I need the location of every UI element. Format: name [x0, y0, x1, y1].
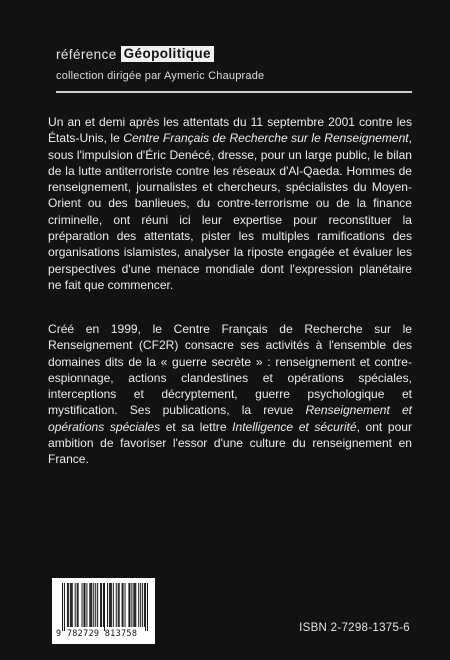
isbn-number: ISBN 2-7298-1375-6 — [299, 622, 410, 634]
organization-name: Centre Français de Recherche sur le Renseignement — [123, 131, 409, 146]
paragraph2-middle: et sa lettre — [160, 419, 233, 434]
barcode-bars — [62, 583, 148, 631]
paragraph1-rest: , sous l'impulsion d'Éric Denécé, dresse, pour un large public, le bilan de la lutte antiterroriste contre les réseaux d'Al-Qaeda. Hommes de renseignement, journalistes et chercheurs, spécialistes du Moyen-Orient ou des banlieues, du contre-terrorisme ou de la finance criminelle, ont réuni ici leur expertise pour reconstituer la préparation des attentats, pister les multiples ramifications des organisations islamistes, analyser la riposte engagée et évaluer les perspectives d'une menace mondiale dont l'expression planétaire ne fait que commencer. — [48, 131, 412, 292]
paragraph1-lead: Un an et demi après les attentats du 11 septembre 2001 contre les États-Unis, le — [48, 115, 412, 146]
barcode-digits: 9 782729 813758 — [56, 629, 138, 639]
paragraph2-lead: Créé en 1999, le Centre Français de Recherche sur le Renseignement (CF2R) consacre ses activités à l'ensemble des domaines dits de la « guerre secrète » : renseignement et contre-espionnage, actions clandestines et opérations spéciales, interceptions et décryptement, guerre psychologique et mystification. Ses publications, la revue — [48, 322, 412, 418]
header-divider — [56, 91, 412, 93]
review-title: Renseignement et opérations spéciales — [48, 403, 412, 434]
series-title — [56, 46, 214, 62]
letter-title: Intelligence et sécurité — [232, 419, 357, 434]
description-paragraph — [48, 114, 412, 293]
paragraph2-rest: , ont pour ambition de favoriser l'essor d'une culture du renseignement en France. — [48, 419, 413, 467]
series-name-badge: Géopolitique — [121, 46, 214, 62]
collection-director: collection dirigée par Aymeric Chauprade — [56, 70, 265, 82]
series-prefix: référence — [56, 46, 117, 62]
organization-paragraph — [48, 321, 412, 468]
barcode — [52, 578, 155, 644]
